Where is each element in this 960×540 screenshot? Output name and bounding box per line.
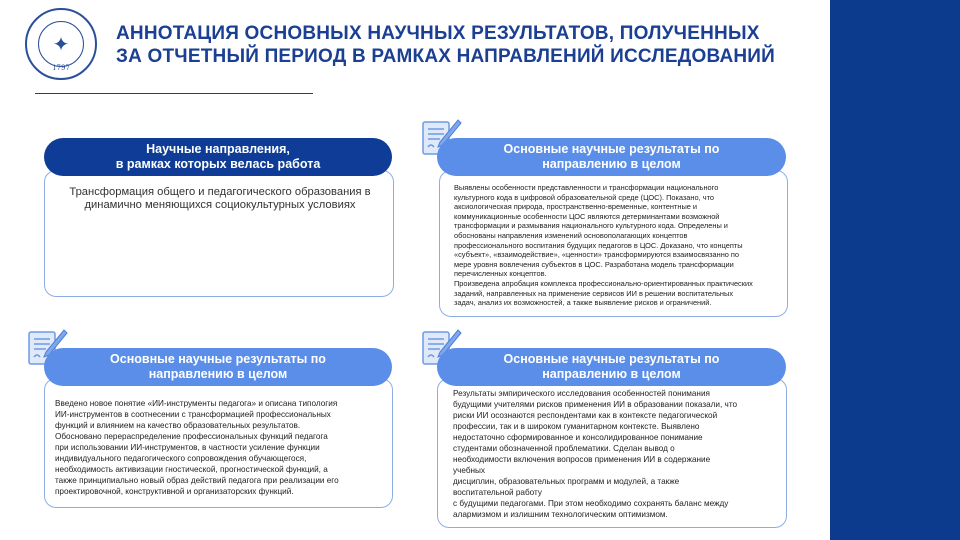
results-right-line: студентами обозначенной проблематики. Сделан вывод о [453,444,675,453]
results-right-line: риски ИИ осознаются респондентами как в контексте педагогической [453,411,718,420]
results-left-line: Обосновано перераспределение профессиональных функций педагога [55,432,328,441]
results-top-box [439,170,788,317]
results-left-header [44,348,392,386]
title-divider [35,93,313,94]
results-top-line: аксиологическая природа, пространственно-временные, контентные и [454,202,698,212]
directions-header-line-2: в рамках которых велась работа [115,157,321,171]
results-left-line: при использовании ИИ-инструментов, в частности усиление функции [55,443,320,452]
results-top-line: «субъект», «взаимодействие», «ценности» трансформируются взаимосвязанно по [454,250,740,260]
results-top-line: обоснованы направления изменений основополагающих концептов [454,230,688,240]
results-top-header-line-2: направлению в целом [542,157,681,171]
results-right-line: с будущими педагогами. При этом необходимо сохранять баланс между [453,499,729,508]
results-right-box [437,378,787,528]
results-top-line: трансформации и размывания национального культурного кода. Определены и [454,221,728,231]
results-top-line: культурного кода в цифровой образовательной среде (ЦОС). Показано, что [454,192,714,202]
page-title-line-2: ЗА ОТЧЕТНЫЙ ПЕРИОД В РАМКАХ НАПРАВЛЕНИЙ ИССЛЕДОВАНИЙ [116,46,776,67]
results-top-text [454,183,784,308]
results-right-text [453,388,787,520]
results-top-line: заданий, направленных на применение сервисов ИИ в решении воспитательных [454,288,734,298]
results-left-line: также принципиально новый образ действий педагога при реализации его [55,476,339,485]
logo-year: 1797 [52,64,70,72]
results-left-box [44,378,393,508]
results-right-line: алармизмом и излишним технологическим оптимизмом. [453,510,668,519]
results-top-line: Произведена апробация комплекса профессионально-ориентированных практических [454,278,753,288]
page-title [116,22,816,68]
results-left-text [55,398,389,497]
directions-text: Трансформация общего и педагогического образования в динамично меняющихся социокультурных условиях [69,186,371,211]
results-left-line: индивидуального педагогического сопровождения обучающегося, [55,454,307,463]
results-right-line: дисциплин, образовательных программ и модулей, а также [453,477,680,486]
results-right-header [437,348,786,386]
results-top-line: задач, анализ их возможностей, а также выявление рисков и ограничений. [454,298,712,308]
page-title-line-1: АННОТАЦИЯ ОСНОВНЫХ НАУЧНЫХ РЕЗУЛЬТАТОВ, ПОЛУЧЕННЫХ [116,23,760,44]
university-crest-icon: ✦ [38,21,84,67]
results-top-line: мере уровня вовлечения субъектов в ЦОС. Разработана модель трансформации [454,259,734,269]
results-top-line: профессионального воспитания будущих педагогов в ЦОС. Доказано, что концепты [454,240,743,250]
results-right-line: будущими учителями рисков применения ИИ в образовании показали, что [453,400,738,409]
results-left-line: необходимость активизации гностической, прогностической функций, а [55,465,328,474]
results-left-line: Введено новое понятие «ИИ-инструменты педагога» и описана типология [55,399,338,408]
results-left-line: ИИ-инструментов в соотнесении с трансформацией профессиональных [55,410,331,419]
university-logo [25,8,97,80]
results-top-line: коммуникационные особенности ЦОС являются детерминантами возможной [454,211,720,221]
results-left-line: проектировочной, конструктивной и организаторских функций. [55,487,294,496]
results-right-line: недостаточно сформированное и консолидированное понимание [453,433,703,442]
results-right-line: учебных [453,466,486,475]
directions-box [44,170,394,297]
results-right-line: профессии, так и в широком гуманитарном контексте. Выявлено [453,422,700,431]
results-right-header-line-2: направлению в целом [542,367,681,381]
results-right-line: Результаты эмпирического исследования особенностей понимания [453,389,710,398]
directions-header [44,138,392,176]
results-top-header [437,138,786,176]
results-top-line: перечисленных концептов. [454,269,547,279]
results-top-line: Выявлены особенности представленности и трансформации национального [454,183,719,192]
results-right-line: воспитательной работу [453,488,542,497]
results-left-line: функций и влиянием на качество образовательных результатов. [55,421,301,430]
results-top-header-line-1: Основные научные результаты по [503,142,720,156]
results-left-header-line-2: направлению в целом [148,367,288,381]
results-right-header-line-1: Основные научные результаты по [503,352,720,366]
right-accent-band [830,0,960,540]
results-right-line: необходимости включения вопросов применения ИИ в содержание [453,455,711,464]
directions-header-line-1: Научные направления, [146,142,290,156]
results-left-header-line-1: Основные научные результаты по [110,352,326,366]
